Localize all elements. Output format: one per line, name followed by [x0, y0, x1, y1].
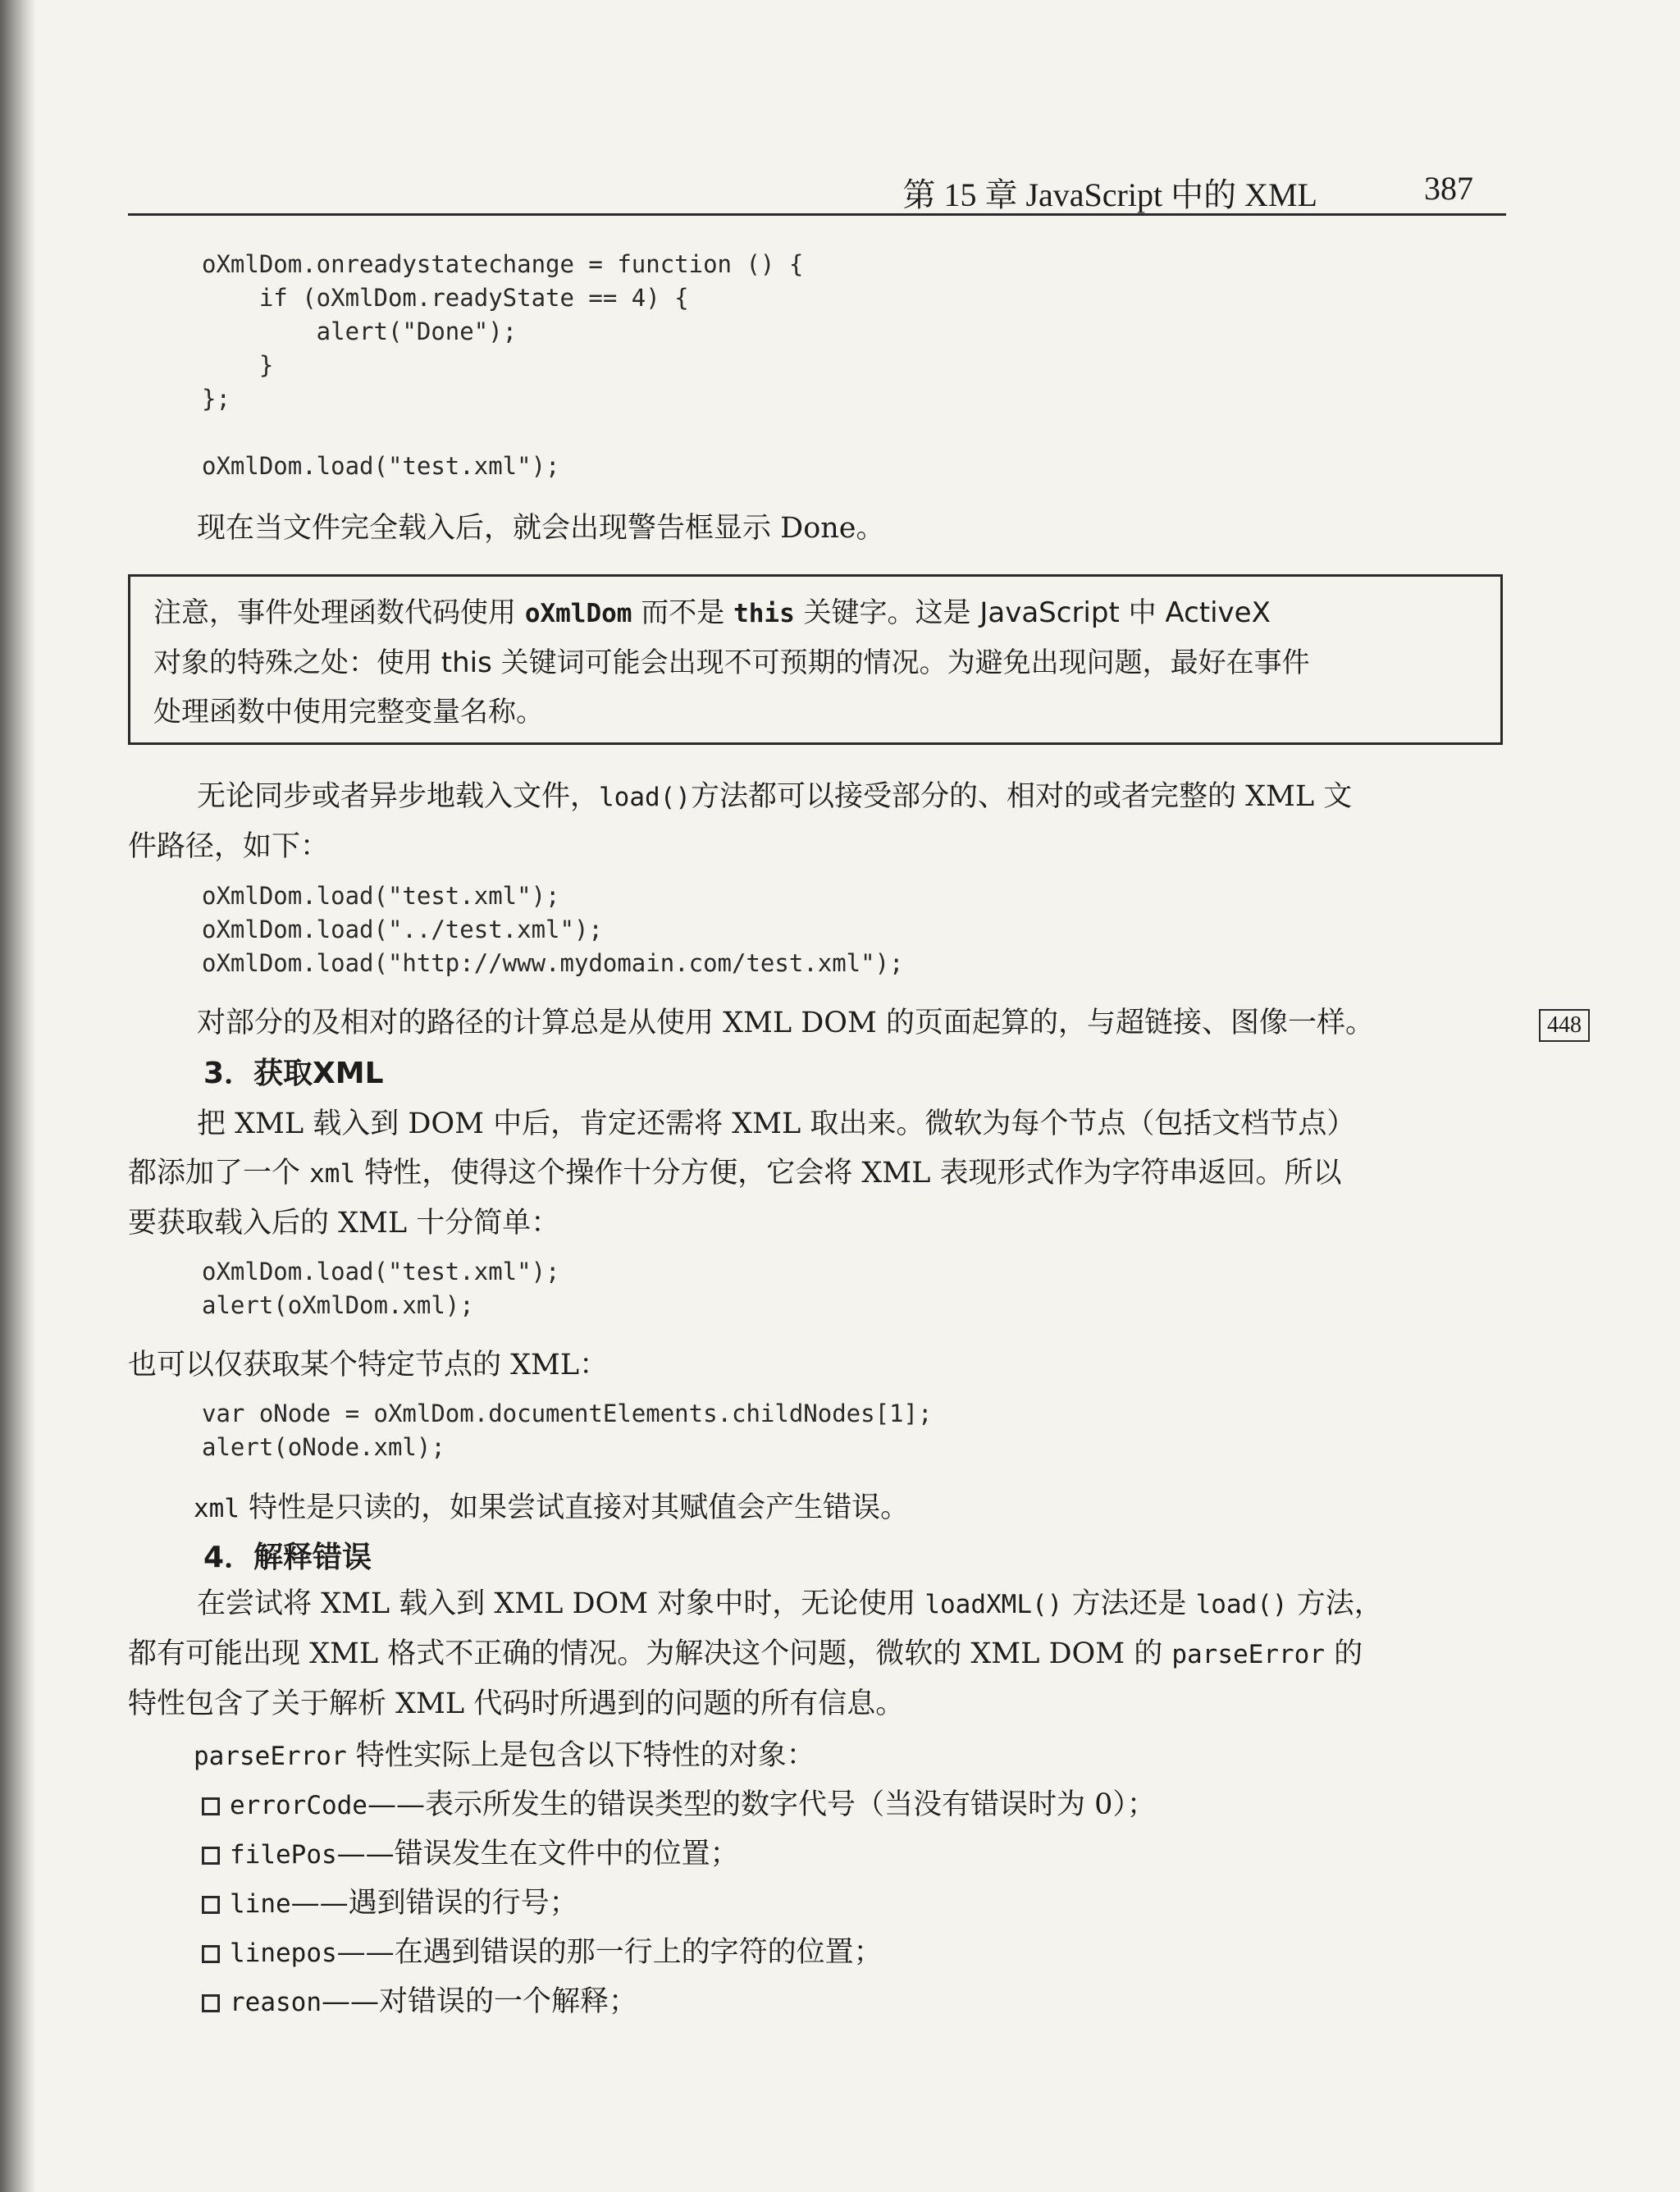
paragraph-done: 现在当文件完全载入后，就会出现警告框显示 Done。 — [197, 512, 885, 545]
page-number: 387 — [1424, 170, 1473, 207]
paragraph-parse-error: 在尝试将 XML 载入到 XML DOM 对象中时，无论使用 loadXML() 方法还是 load() 方法， 都有可能出现 XML 格式不正确的情况。为解决这个问题，微软的 XML DOM 的 parseError 的 特性包含了关于解析 XML 代码时所遇到的问题的所有信息。 — [128, 1587, 1383, 1720]
paragraph-parse-error-object: parseError 特性实际上是包含以下特性的对象： — [194, 1739, 815, 1772]
paragraph-xml-property: 把 XML 载入到 DOM 中后，肯定还需将 XML 取出来。微软为每个节点（包括文档节点） 都添加了一个 xml 特性，使得这个操作十分方便，它会将 XML 表现形式作为字符串返回。所以 要获取载入后的 XML 十分简单： — [128, 1107, 1356, 1240]
checkbox-bullet-icon — [202, 1797, 220, 1815]
paragraph-specific-node: 也可以仅获取某个特定节点的 XML： — [128, 1349, 609, 1381]
code-inline: load() — [1195, 1590, 1288, 1619]
code-block-onreadystatechange: oXmlDom.onreadystatechange = function () { if (oXmlDom.readyState == 4) { alert("Done"); } }; oXmlDom.load("test.xml"); — [202, 250, 804, 480]
code-block-load-examples: oXmlDom.load("test.xml"); oXmlDom.load("../test.xml"); oXmlDom.load("http://www.mydomain.com/test.xml"); — [202, 882, 904, 977]
list-item: reason——对错误的一个解释； — [202, 1977, 637, 2027]
list-item: filePos——错误发生在文件中的位置； — [202, 1829, 739, 1879]
code-inline: xml — [194, 1494, 240, 1523]
section-heading-get-xml: 3．获取XML — [203, 1057, 384, 1090]
list-item: errorCode——表示所发生的错误类型的数字代号（当没有错误时为 0）； — [202, 1780, 1156, 1830]
note-line-1: 注意，事件处理函数代码使用 oXmlDom 而不是 this 关键字。这是 JavaScript 中 ActiveX — [153, 596, 1271, 629]
code-block-node-xml: var oNode = oXmlDom.documentElements.childNodes[1]; alert(oNode.xml); — [202, 1400, 933, 1461]
list-item: linepos——在遇到错误的那一行上的字符的位置； — [202, 1928, 883, 1978]
code-inline: load() — [599, 783, 691, 812]
note-box — [128, 574, 1503, 745]
running-header — [128, 164, 1506, 216]
note-line-2: 对象的特殊之处：使用 this 关键词可能会出现不可预期的情况。为避免出现问题，最好在事件 — [153, 646, 1310, 679]
code-inline: parseError — [194, 1742, 347, 1771]
list-item: line——遇到错误的行号； — [202, 1879, 578, 1929]
code-block-get-xml: oXmlDom.load("test.xml"); alert(oXmlDom.xml); — [202, 1258, 560, 1319]
paragraph-readonly: xml 特性是只读的，如果尝试直接对其赋值会产生错误。 — [194, 1491, 910, 1524]
code-inline: xml — [309, 1159, 356, 1189]
code-inline: oXmlDom — [524, 599, 632, 628]
paragraph-load-paths: 无论同步或者异步地载入文件，load()方法都可以接受部分的、相对的或者完整的 XML 文 件路径，如下： — [128, 780, 1353, 863]
paragraph-relative-paths: 对部分的及相对的路径的计算总是从使用 XML DOM 的页面起算的，与超链接、图像一样。 — [197, 1007, 1374, 1039]
checkbox-bullet-icon — [202, 1994, 220, 2012]
section-heading-parse-errors: 4．解释错误 — [203, 1541, 372, 1574]
checkbox-bullet-icon — [202, 1896, 220, 1914]
code-inline: loadXML() — [924, 1590, 1063, 1619]
margin-page-number: 448 — [1539, 1009, 1590, 1042]
checkbox-bullet-icon — [202, 1945, 220, 1963]
note-line-3: 处理函数中使用完整变量名称。 — [153, 696, 544, 728]
code-inline: parseError — [1171, 1640, 1325, 1669]
chapter-title: 第 15 章 JavaScript 中的 XML — [902, 176, 1317, 213]
checkbox-bullet-icon — [202, 1847, 220, 1865]
code-inline: this — [733, 599, 795, 628]
